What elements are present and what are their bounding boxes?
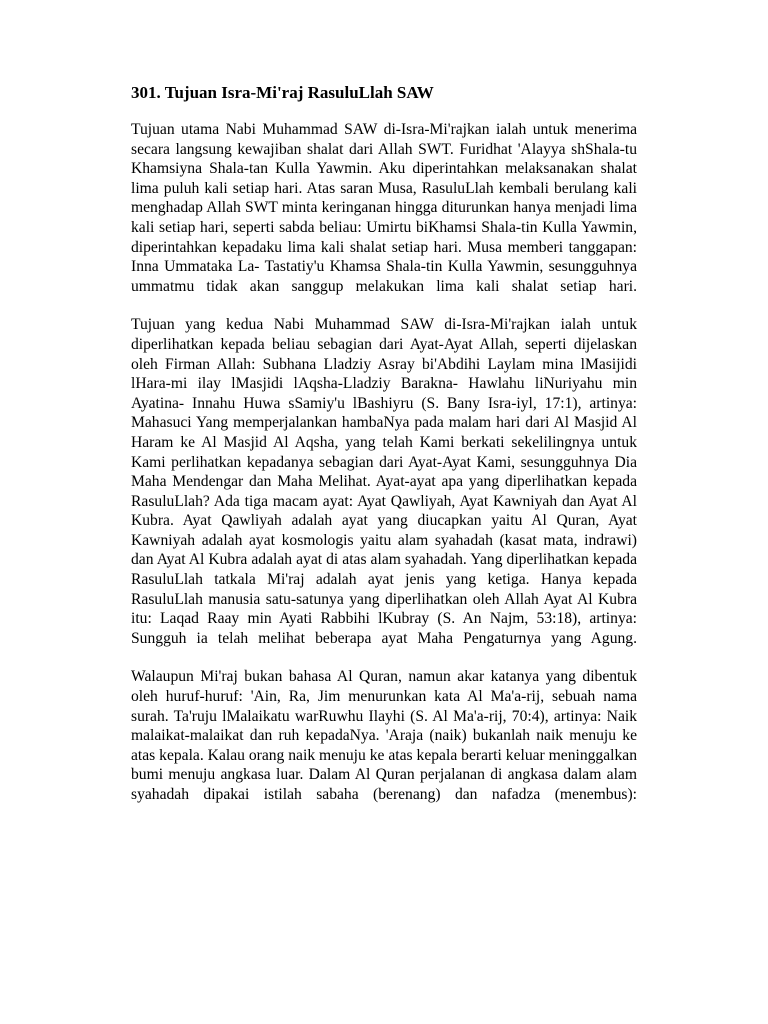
document-title: 301. Tujuan Isra-Mi'raj RasuluLlah SAW bbox=[131, 83, 434, 102]
paragraph-3: Walaupun Mi'raj bukan bahasa Al Quran, namun akar katanya yang dibentuk oleh huruf-huruf: 'Ain, Ra, Jim menurunkan kata Al Ma'a-rij, sebuah nama surah. Ta'ruju lMalaikatu warRuwhu Ilayhi (S. Al Ma'a-rij, 70:4), artinya: Naik malaikat-malaikat dan ruh kepadaNya. 'Araja (naik) bukanlah naik menuju ke atas kepala. Kalau orang naik menuju ke atas kepala berarti keluar meninggalkan bumi menuju angkasa luar. Dalam Al Quran perjalanan di angkasa dalam alam syahadah dipakai istilah sabaha (berenang) dan nafadza (menembus): bbox=[131, 668, 637, 803]
paragraph-2: Tujuan yang kedua Nabi Muhammad SAW di-Isra-Mi'rajkan ialah untuk diperlihatkan kepada beliau sebagian dari Ayat-Ayat Allah, seperti dijelaskan oleh Firman Allah: Subhana Lladziy Asray bi'Abdihi Laylam mina lMasijidi lHara-mi ilay lMasjidi lAqsha-Lladziy Barakna- Hawlahu liNuriyahu min Ayatina- Innahu Huwa sSamiy'u lBashiyru (S. Bany Isra-iyl, 17:1), artinya: Mahasuci Yang memperjalankan hambaNya pada malam hari dari Al Masjid Al Haram ke Al Masjid Al Aqsha, yang telah Kami berkati sekelilingnya untuk Kami perlihatkan kepadanya sebagian dari Ayat-Ayat Kami, sesungguhnya Dia Maha Mendengar dan Maha Melihat. Ayat-ayat apa yang diperlihatkan kepada RasuluLlah? Ada tiga macam ayat: Ayat Qawliyah, Ayat Kawniyah dan Ayat Al Kubra. Ayat Qawliyah adalah ayat yang diucapkan yaitu Al Quran, Ayat Kawniyah adalah ayat kosmologis yaitu alam syahadah (kasat mata, indrawi) dan Ayat Al Kubra adalah ayat di atas alam syahadah. Yang diperlihatkan kepada RasuluLlah tatkala Mi'raj adalah ayat jenis yang ketiga. Hanya kepada RasuluLlah manusia satu-satunya yang diperlihatkan oleh Allah Ayat Al Kubra itu: Laqad Raay min Ayati Rabbihi lKubray (S. An Najm, 53:18), artinya: Sungguh ia telah melihat beberapa ayat Maha Pengaturnya yang Agung. bbox=[131, 316, 637, 647]
document-page bbox=[131, 82, 637, 805]
paragraph-1: Tujuan utama Nabi Muhammad SAW di-Isra-Mi'rajkan ialah untuk menerima secara langsung kewajiban shalat dari Allah SWT. Furidhat 'Alayya shShala-tu Khamsiyna Shala-tan Kulla Yawmin. Aku diperintahkan melaksanakan shalat lima puluh kali setiap hari. Atas saran Musa, RasuluLlah kembali berulang kali menghadap Allah SWT minta keringanan hingga diturunkan hanya menjadi lima kali setiap hari, seperti sabda beliau: Umirtu biKhamsi Shala-tin Kulla Yawmin, diperintahkan kepadaku lima kali shalat setiap hari. Musa memberi tanggapan: Inna Ummataka La- Tastatiy'u Khamsa Shala-tin Kulla Yawmin, sesungguhnya ummatmu tidak akan sanggup melakukan lima kali shalat setiap hari. bbox=[131, 121, 637, 295]
